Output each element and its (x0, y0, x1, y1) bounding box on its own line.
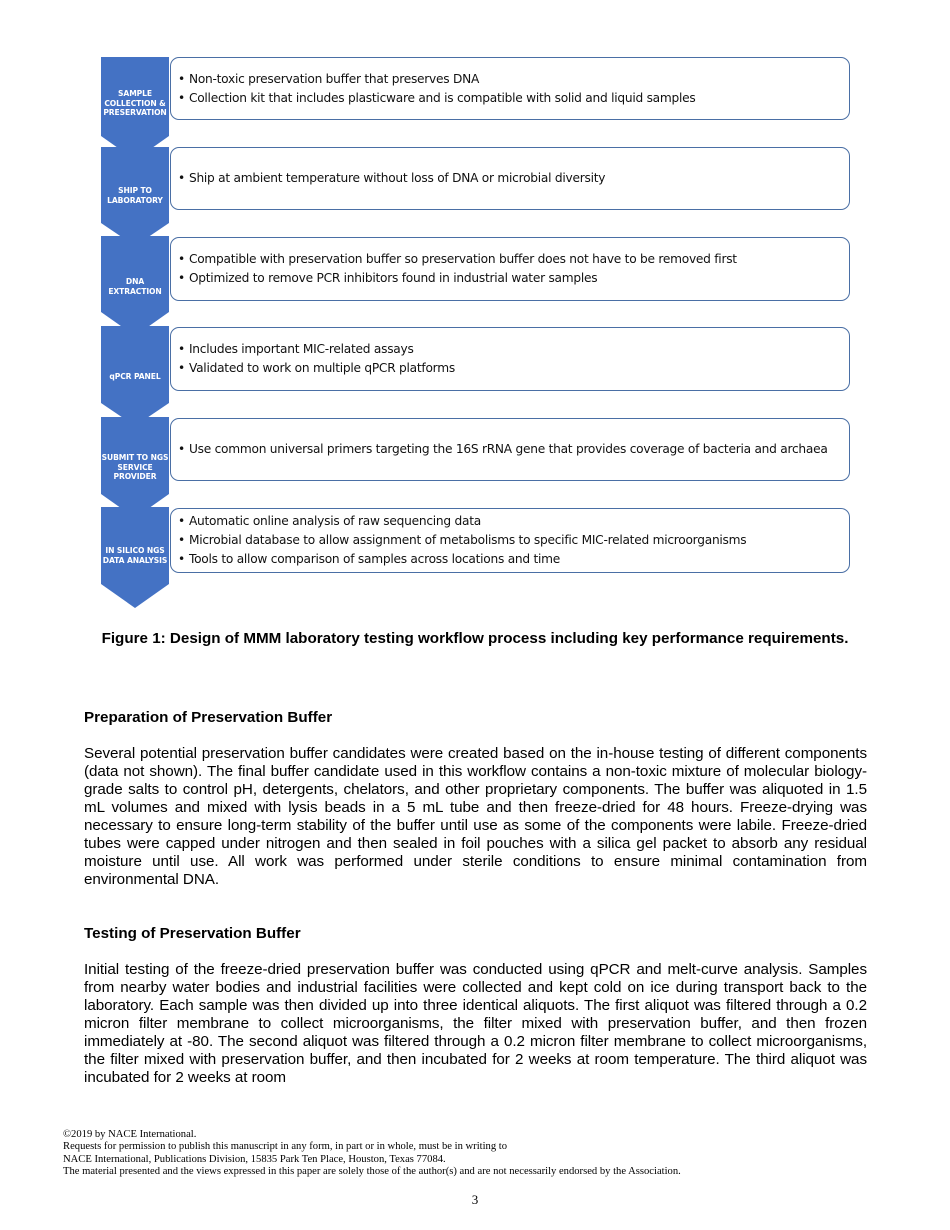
footer-line-3: NACE International, Publications Division, 15835 Park Ten Place, Houston, Texas 77084. (63, 1153, 446, 1165)
step-3-bullet-1: • Compatible with preservation buffer so preservation buffer does not have to be removed first (178, 250, 841, 269)
section-body-preparation: Several potential preservation buffer candidates were created based on the in-house testing of different components (data not shown). The final buffer candidate used in this workflow contains a non-toxic mixture of molecular biology-grade salts to control pH, detergents, chelators, and other proprietary components. The buffer was aliquoted in 1.5 mL volumes and mixed with lysis beads in a 5 mL tube and then freeze-dried for 48 hours. Freeze-drying was necessary to ensure long-term stability of the buffer until use as some of the components were labile. Freeze-dried tubes were capped under nitrogen and then sealed in foil pouches with a silica gel packet to absorb any residual moisture until use. All work was performed under sterile conditions to ensure minimal contamination from environmental DNA. (84, 745, 867, 888)
section-heading-preparation: Preparation of Preservation Buffer (84, 709, 333, 726)
step-4-bullet-1: • Includes important MIC-related assays (178, 340, 841, 359)
step-3-bullet-2: • Optimized to remove PCR inhibitors found in industrial water samples (178, 269, 841, 288)
step-4-box (170, 327, 850, 391)
step-1-bullet-1: • Non-toxic preservation buffer that preserves DNA (178, 70, 841, 89)
page-number: 3 (471, 1192, 479, 1207)
step-2-label: SHIP TO LABORATORY (107, 186, 163, 205)
step-5-label: SUBMIT TO NGS SERVICE PROVIDER (101, 453, 169, 481)
step-6-label: IN SILICO NGS DATA ANALYSIS (102, 546, 168, 565)
step-6-bullet-3: • Tools to allow comparison of samples across locations and time (178, 550, 841, 569)
copyright-footer (63, 1129, 893, 1178)
step-4-bullet-2: • Validated to work on multiple qPCR platforms (178, 359, 841, 378)
step-1-bullet-2: • Collection kit that includes plasticware and is compatible with solid and liquid samples (178, 89, 841, 108)
footer-line-1: ©2019 by NACE International. (63, 1129, 197, 1140)
figure-caption: Figure 1: Design of MMM laboratory testing workflow process including key performance requirements. (101, 630, 849, 647)
section-heading-testing: Testing of Preservation Buffer (84, 925, 301, 942)
step-6-bullet-2: • Microbial database to allow assignment of metabolisms to specific MIC-related microorganisms (178, 531, 841, 550)
step-5-bullet-1: • Use common universal primers targeting the 16S rRNA gene that provides coverage of bacteria and archaea (178, 440, 841, 459)
step-1-box (170, 57, 850, 120)
step-5-box (170, 418, 850, 481)
step-1-label: SAMPLE COLLECTION & PRESERVATION (103, 89, 167, 117)
step-6-box (170, 508, 850, 573)
step-6-bullet-1: • Automatic online analysis of raw sequencing data (178, 512, 841, 531)
step-2-box (170, 147, 850, 210)
step-4-label: qPCR PANEL (109, 372, 161, 381)
step-2-bullet-1: • Ship at ambient temperature without loss of DNA or microbial diversity (178, 169, 841, 188)
step-3-box (170, 237, 850, 301)
footer-line-2: Requests for permission to publish this manuscript in any form, in part or in whole, must be in writing to (63, 1141, 508, 1153)
footer-line-4: The material presented and the views expressed in this paper are solely those of the author(s) and are not necessarily endorsed by the Association. (63, 1165, 681, 1177)
step-3-label: DNA EXTRACTION (108, 277, 162, 296)
section-body-testing: Initial testing of the freeze-dried preservation buffer was conducted using qPCR and melt-curve analysis. Samples from nearby water bodies and industrial facilities were collected and kept cold on ice during transport back to the laboratory. Each sample was then divided up into three identical aliquots. The first aliquot was filtered through a 0.2 micron filter membrane to collect microorganisms, the filter mixed with preservation buffer, and then frozen immediately at -80. The second aliquot was filtered through a 0.2 micron filter membrane to collect microorganisms, the filter mixed with preservation buffer, and then incubated for 2 weeks at room temperature. The third aliquot was incubated for 2 weeks at room (84, 961, 867, 1086)
